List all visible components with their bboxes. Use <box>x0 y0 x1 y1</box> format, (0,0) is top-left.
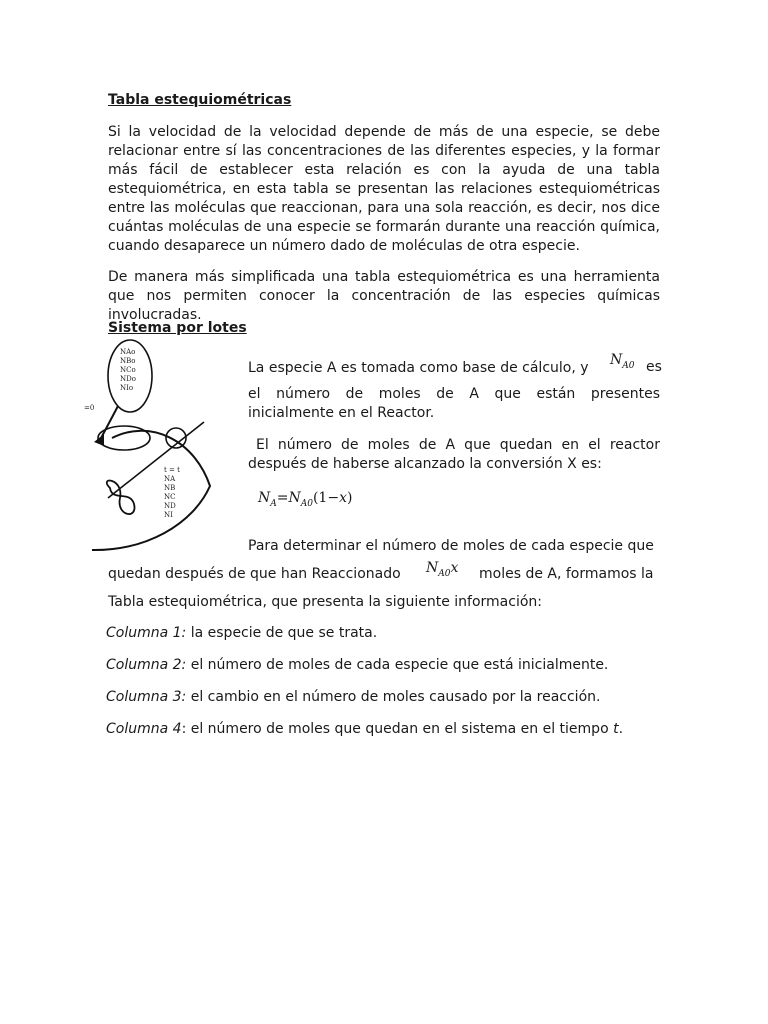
text-base-before: La especie A es tomada como base de cálculo, y <box>248 360 589 376</box>
column-1-description <box>106 625 377 641</box>
diagram-label-nao: NAo <box>120 348 136 356</box>
diagram-label-ndo: NDo <box>120 375 136 383</box>
column-4-period: . <box>618 721 624 737</box>
diagram-label-nb: NB <box>164 484 176 492</box>
paragraph-summary: De manera más simplificada una tabla estequiométrica es una herramienta que nos permiten conocer la concentración de las especies químicas involucradas. <box>108 269 660 323</box>
column-1-text: la especie de que se trata. <box>186 625 378 641</box>
paragraph-base-rest: el número de moles de A que están presentes inicialmente en el Reactor. <box>248 386 660 421</box>
formula-na0 <box>610 352 634 371</box>
diagram-label-nc: NC <box>164 493 176 501</box>
formula-close: ) <box>346 490 353 506</box>
text-table-intro: Tabla estequiométrica, que presenta la siguiente información: <box>108 594 542 610</box>
formula-na0x-sub: A0 <box>438 568 451 579</box>
formula-na-rhs: N <box>288 490 301 506</box>
column-4-text: : el número de moles que quedan en el sistema en el tiempo <box>181 721 614 737</box>
formula-na-equation <box>258 490 352 509</box>
diagram-label-na: NA <box>164 475 176 483</box>
diagram-label-nco: NCo <box>120 366 136 374</box>
diagram-label-time: t = t <box>164 466 180 474</box>
formula-na0x <box>426 560 458 579</box>
column-1-label: Columna 1: <box>106 625 187 641</box>
formula-na0x-x: x <box>450 560 459 576</box>
formula-na0-sub: A0 <box>622 360 635 371</box>
text-base-after: es <box>646 359 662 375</box>
diagram-label-nio: NIo <box>120 384 134 392</box>
column-4-label: Columna 4 <box>106 721 182 737</box>
column-3-label: Columna 3: <box>106 689 187 705</box>
section-heading-tabla: Tabla estequiométricas <box>108 92 292 108</box>
paragraph-conversion: El número de moles de A que quedan en el reactor después de haberse alcanzado la conversión X es: <box>248 437 660 472</box>
paragraph-determine: Para determinar el número de moles de cada especie que <box>248 538 654 554</box>
paragraph-base-line1 <box>248 359 660 378</box>
section-heading-sistema: Sistema por lotes <box>108 320 247 336</box>
formula-na-lhs-sub: A <box>270 498 277 509</box>
column-2-text: el número de moles de cada especie que está inicialmente. <box>186 657 609 673</box>
column-4-description <box>106 721 623 737</box>
column-2-description <box>106 657 608 673</box>
formula-na0-symbol: N <box>610 352 623 368</box>
paragraph-intro: Si la velocidad de la velocidad depende de más de una especie, se debe relacionar entre sí las concentraciones de las diferentes especies, y la formar más fácil de establecer esta relación es con la ayuda de una tabla estequiométrica, en esta tabla se presentan las relaciones estequiométricas entre las moléculas que reaccionan, para una sola reacción, es decir, nos dice cuántas moléculas de una especie se formarán durante una reacción química, cuando desaparece un número dado de moléculas de otra especie. <box>108 124 660 254</box>
formula-na-lhs: N <box>258 490 271 506</box>
formula-na-rhs-sub: A0 <box>300 498 313 509</box>
formula-na0x-symbol: N <box>426 560 439 576</box>
text-reacted-after: moles de A, formamos la <box>479 566 654 582</box>
column-3-text: el cambio en el número de moles causado por la reacción. <box>186 689 601 705</box>
column-2-label: Columna 2: <box>106 657 187 673</box>
diagram-label-nbo: NBo <box>120 357 136 365</box>
formula-paren: (1− <box>312 490 340 506</box>
formula-x: x <box>339 490 347 506</box>
formula-equals: = <box>276 490 289 506</box>
column-4-time-var: t <box>613 721 619 737</box>
diagram-label-ni: NI <box>164 511 173 519</box>
diagram-side-label: =0 <box>84 404 95 412</box>
batch-reactor-diagram <box>84 338 220 560</box>
text-reacted-before: quedan después de que han Reaccionado <box>108 566 401 582</box>
column-3-description <box>106 689 600 705</box>
diagram-label-nd: ND <box>164 502 176 510</box>
